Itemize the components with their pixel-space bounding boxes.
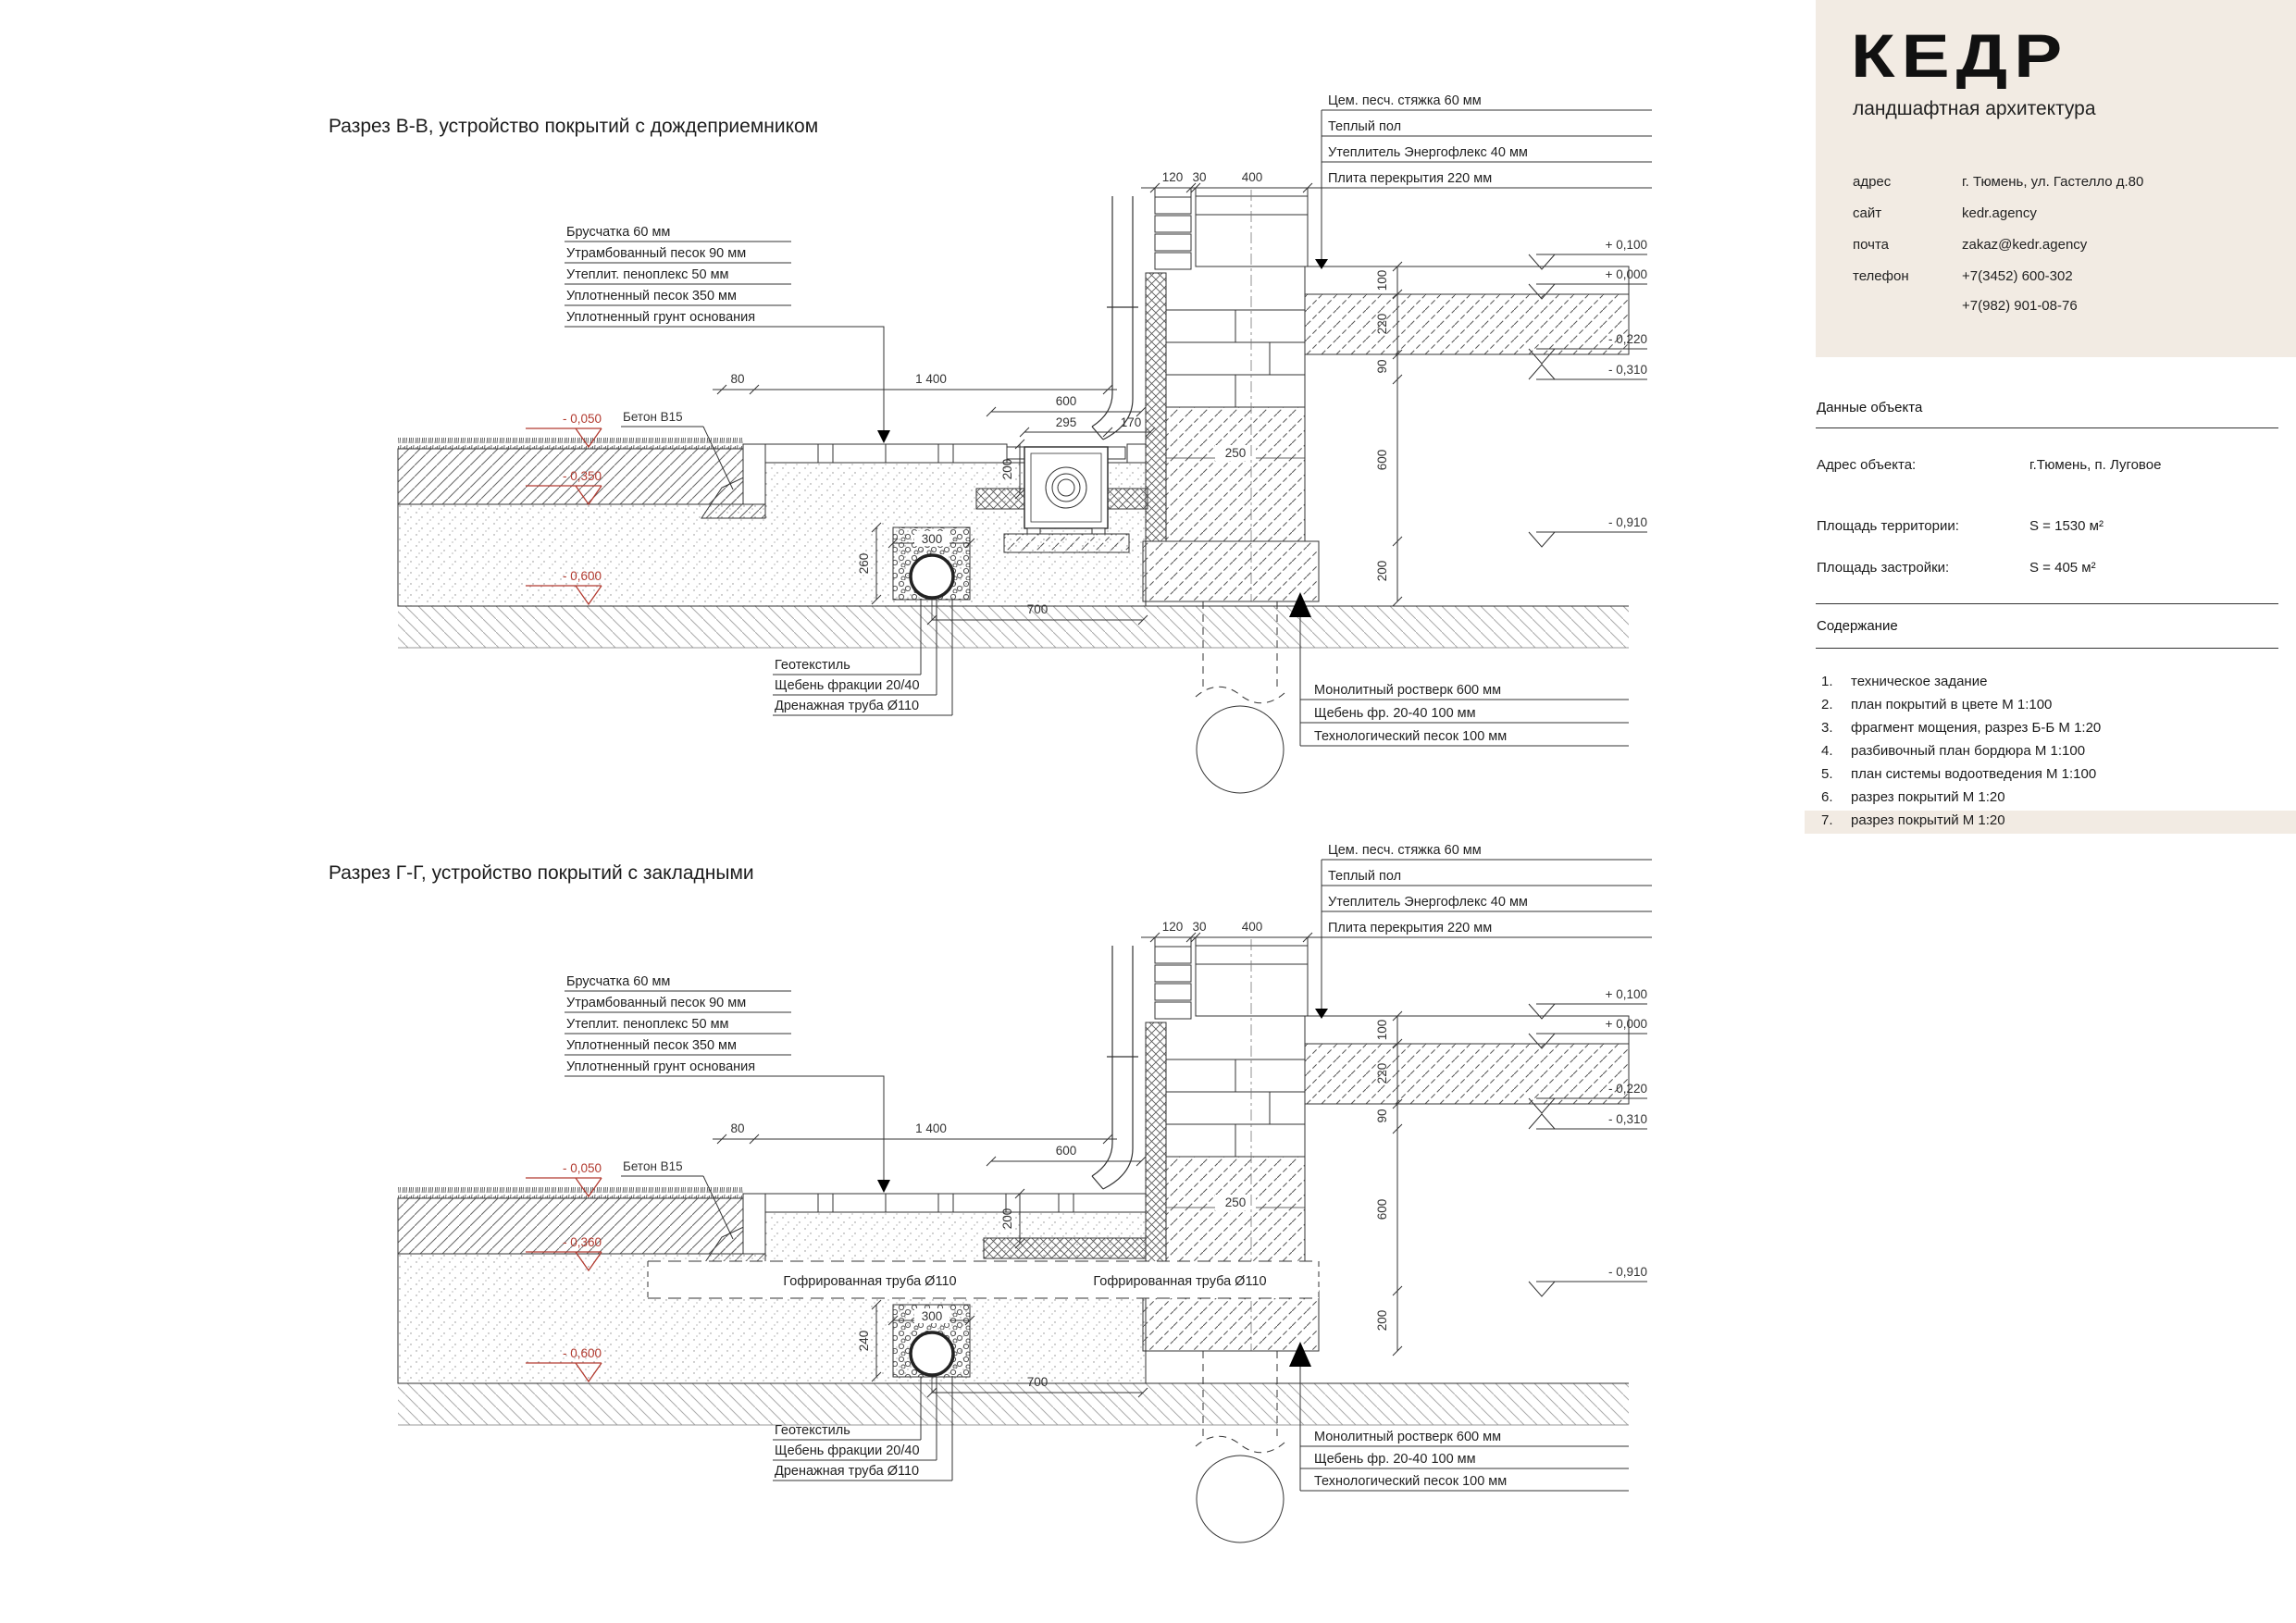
svg-text:250: 250 [1224, 1196, 1247, 1209]
svg-text:Цем. песч. стяжка 60 мм: Цем. песч. стяжка 60 мм [1328, 843, 1482, 858]
svg-text:300: 300 [921, 1309, 943, 1323]
svg-text:Геотекстиль: Геотекстиль [775, 658, 850, 673]
svg-text:Брусчатка 60 мм: Брусчатка 60 мм [566, 225, 671, 240]
territory-area-label: Площадь территории: [1817, 518, 1959, 534]
logo: КЕДР [1851, 21, 2069, 90]
svg-text:Брусчатка 60 мм: Брусчатка 60 мм [566, 974, 671, 989]
svg-text:Бетон В15: Бетон В15 [623, 410, 683, 424]
svg-text:- 0,350: - 0,350 [562, 469, 602, 483]
contact-phone1-value: +7(3452) 600-302 [1962, 268, 2073, 284]
svg-text:Утеплитель Энергофлекс 40 мм: Утеплитель Энергофлекс 40 мм [1328, 895, 1528, 910]
toc-item-1: техническое задание [1851, 674, 1988, 689]
basin-concrete-pad [1004, 534, 1129, 552]
object-address-label: Адрес объекта: [1817, 457, 1917, 473]
svg-text:- 0,910: - 0,910 [1607, 1265, 1647, 1279]
elevation-marks-right [1529, 987, 1647, 1296]
corrugated-pipe-label: Гофрированная труба Ø110 [1093, 1274, 1267, 1289]
svg-text:- 0,050: - 0,050 [562, 412, 602, 426]
insulation-strip [1146, 1022, 1166, 1291]
contact-mail-label: почта [1853, 237, 1889, 253]
contact-mail-value: zakaz@kedr.agency [1962, 237, 2088, 253]
svg-text:- 0,360: - 0,360 [562, 1235, 602, 1249]
contact-address-label: адрес [1853, 174, 1892, 190]
logo-subtitle: ландшафтная архитектура [1853, 98, 2096, 119]
bored-pile [1196, 1351, 1285, 1542]
svg-text:200: 200 [1375, 560, 1389, 582]
svg-text:90: 90 [1375, 359, 1389, 374]
footing [1143, 541, 1319, 601]
toc-item-2: план покрытий в цвете М 1:100 [1851, 697, 2053, 712]
insulation-strip [1146, 273, 1166, 541]
svg-text:80: 80 [730, 1121, 745, 1135]
svg-text:240: 240 [857, 1330, 871, 1352]
svg-text:30: 30 [1192, 170, 1207, 184]
svg-text:400: 400 [1241, 920, 1263, 934]
svg-text:Утеплит. пеноплекс 50 мм: Утеплит. пеноплекс 50 мм [566, 1017, 729, 1032]
divider [1816, 427, 2278, 428]
svg-text:Плита перекрытия 220 мм: Плита перекрытия 220 мм [1328, 921, 1493, 935]
svg-text:- 0,910: - 0,910 [1607, 515, 1647, 529]
dim-295-170 [1020, 415, 1155, 437]
svg-text:200: 200 [1375, 1309, 1389, 1332]
svg-text:Технологический песок 100 мм: Технологический песок 100 мм [1314, 729, 1508, 744]
house-wall [1196, 196, 1308, 266]
svg-text:600: 600 [1375, 449, 1389, 471]
contact-address-value: г. Тюмень, ул. Гастелло д.80 [1962, 174, 2144, 190]
toc-num: 7. [1821, 812, 1833, 828]
svg-text:Бетон В15: Бетон В15 [623, 1159, 683, 1173]
svg-text:+ 0,000: + 0,000 [1605, 1017, 1647, 1031]
svg-text:Уплотненный песок 350 мм: Уплотненный песок 350 мм [566, 1038, 737, 1053]
built-area-value: S = 405 м² [2029, 560, 2096, 576]
svg-text:600: 600 [1055, 394, 1077, 408]
right-top-callouts [1315, 843, 1652, 1019]
toc-num: 6. [1821, 789, 1833, 805]
svg-text:90: 90 [1375, 1109, 1389, 1123]
svg-text:+ 0,100: + 0,100 [1605, 238, 1647, 252]
left-layer-callouts [562, 974, 890, 1193]
svg-text:400: 400 [1241, 170, 1263, 184]
toc-item-7-active: разрез покрытий М 1:20 [1851, 812, 2005, 828]
svg-text:80: 80 [730, 372, 745, 386]
embedded-sleeves [984, 1238, 1146, 1258]
svg-text:600: 600 [1055, 1144, 1077, 1158]
house-wall [1196, 946, 1308, 1016]
svg-text:Утрамбованный песок 90 мм: Утрамбованный песок 90 мм [566, 246, 747, 261]
contact-phone-label: телефон [1853, 268, 1909, 284]
grass-line [398, 438, 743, 449]
dim-top [1141, 170, 1322, 197]
corrugated-pipe-band [648, 1261, 1319, 1298]
drainage-pipe [911, 555, 953, 598]
svg-text:Дренажная труба Ø110: Дренажная труба Ø110 [775, 699, 920, 713]
right-top-callouts [1315, 93, 1652, 269]
svg-text:1 400: 1 400 [915, 372, 947, 386]
section-drawing-vv [315, 88, 1684, 837]
toc-num: 2. [1821, 697, 1833, 712]
svg-text:700: 700 [1026, 602, 1049, 616]
svg-text:Цем. песч. стяжка 60 мм: Цем. песч. стяжка 60 мм [1328, 93, 1482, 108]
svg-text:Уплотненный грунт основания: Уплотненный грунт основания [566, 1059, 756, 1074]
pavers [765, 1194, 1146, 1212]
svg-text:Уплотненный песок 350 мм: Уплотненный песок 350 мм [566, 289, 737, 304]
svg-text:Утрамбованный песок 90 мм: Утрамбованный песок 90 мм [566, 996, 747, 1010]
svg-text:Дренажная труба Ø110: Дренажная труба Ø110 [775, 1464, 920, 1479]
dim-600 [987, 394, 1146, 416]
svg-text:+ 0,000: + 0,000 [1605, 267, 1647, 281]
svg-text:295: 295 [1055, 415, 1077, 429]
brick-wall [1166, 1059, 1305, 1157]
svg-text:- 0,220: - 0,220 [1607, 1082, 1647, 1096]
contact-phone2-value: +7(982) 901-08-76 [1962, 298, 2078, 314]
svg-text:Теплый пол: Теплый пол [1328, 869, 1402, 884]
territory-area-value: S = 1530 м² [2029, 518, 2104, 534]
toc-item-5: план системы водоотведения М 1:100 [1851, 766, 2097, 782]
downpipe [1092, 196, 1138, 440]
svg-text:- 0,310: - 0,310 [1607, 363, 1647, 377]
svg-text:Плита перекрытия 220 мм: Плита перекрытия 220 мм [1328, 171, 1493, 186]
svg-text:Щебень фракции 20/40: Щебень фракции 20/40 [775, 1443, 920, 1458]
divider [1816, 603, 2278, 604]
toc-item-3: фрагмент мощения, разрез Б-Б М 1:20 [1851, 720, 2102, 736]
svg-text:Щебень фр. 20-40 100 мм: Щебень фр. 20-40 100 мм [1314, 706, 1476, 721]
svg-text:Щебень фр. 20-40 100 мм: Щебень фр. 20-40 100 мм [1314, 1452, 1476, 1467]
toc-item-4: разбивочный план бордюра М 1:100 [1851, 743, 2086, 759]
divider [1816, 648, 2278, 649]
svg-text:1 400: 1 400 [915, 1121, 947, 1135]
svg-text:Утеплитель Энергофлекс 40 мм: Утеплитель Энергофлекс 40 мм [1328, 145, 1528, 160]
bottom-right-callouts [1300, 683, 1629, 746]
svg-text:- 0,600: - 0,600 [562, 1346, 602, 1360]
svg-text:Геотекстиль: Геотекстиль [775, 1423, 850, 1438]
object-data-title: Данные объекта [1817, 400, 1923, 415]
svg-text:Уплотненный грунт основания: Уплотненный грунт основания [566, 310, 756, 325]
corrugated-pipe-label: Гофрированная труба Ø110 [783, 1274, 957, 1289]
floor-slab [1305, 266, 1629, 354]
svg-text:+ 0,100: + 0,100 [1605, 987, 1647, 1001]
curb-stone [743, 444, 765, 504]
dim-top [1141, 920, 1322, 947]
footing [1143, 1291, 1319, 1351]
subgrade-hatch [398, 1383, 1629, 1425]
svg-text:120: 120 [1161, 170, 1184, 184]
svg-text:170: 170 [1120, 415, 1142, 429]
section-title: Разрез Г-Г, устройство покрытий с закладными [329, 862, 754, 884]
toc-num: 1. [1821, 674, 1833, 689]
svg-text:220: 220 [1375, 1062, 1389, 1084]
svg-text:100: 100 [1375, 269, 1389, 291]
toc-item-6: разрез покрытий М 1:20 [1851, 789, 2005, 805]
drainage-pipe [911, 1332, 953, 1375]
svg-text:Щебень фракции 20/40: Щебень фракции 20/40 [775, 678, 920, 693]
floor-slab [1305, 1016, 1629, 1104]
brick-wall [1166, 310, 1305, 407]
grass-line [398, 1187, 743, 1198]
svg-text:220: 220 [1375, 313, 1389, 335]
svg-text:Теплый пол: Теплый пол [1328, 119, 1402, 134]
contents-title: Содержание [1817, 618, 1898, 634]
svg-text:- 0,050: - 0,050 [562, 1161, 602, 1175]
contact-site-value: kedr.agency [1962, 205, 2037, 221]
svg-text:700: 700 [1026, 1375, 1049, 1389]
brick-pier [1155, 947, 1191, 1019]
elevation-marks-right [1529, 238, 1647, 547]
toc-num: 5. [1821, 766, 1833, 782]
svg-text:250: 250 [1224, 446, 1247, 460]
downpipe [1092, 946, 1138, 1189]
svg-text:100: 100 [1375, 1019, 1389, 1041]
pavement-leader-arrow [877, 1180, 890, 1193]
pavement-leader-arrow [877, 430, 890, 443]
curb-stone [743, 1194, 765, 1254]
brick-pier [1155, 197, 1191, 269]
grillage-monolith [1166, 407, 1305, 541]
svg-text:200: 200 [1000, 458, 1014, 480]
svg-text:- 0,600: - 0,600 [562, 569, 602, 583]
contact-site-label: сайт [1853, 205, 1882, 221]
left-layer-callouts [562, 225, 890, 443]
toc-num: 3. [1821, 720, 1833, 736]
svg-text:Технологический песок 100 мм: Технологический песок 100 мм [1314, 1474, 1508, 1489]
dim-80-1400 [713, 1121, 1117, 1144]
object-address-value: г.Тюмень, п. Луговое [2029, 457, 2162, 473]
svg-text:200: 200 [1000, 1208, 1014, 1230]
svg-text:260: 260 [857, 552, 871, 575]
section-drawing-gg [315, 837, 1684, 1623]
dim-600 [987, 1144, 1146, 1166]
built-area-label: Площадь застройки: [1817, 560, 1950, 576]
svg-text:30: 30 [1192, 920, 1207, 934]
subgrade-hatch [398, 606, 1629, 648]
svg-text:300: 300 [921, 532, 943, 546]
svg-text:Монолитный ростверк 600 мм: Монолитный ростверк 600 мм [1314, 1430, 1502, 1444]
svg-text:Монолитный ростверк 600 мм: Монолитный ростверк 600 мм [1314, 683, 1502, 698]
section-title: Разрез В-В, устройство покрытий с дождеприемником [329, 116, 819, 137]
svg-text:120: 120 [1161, 920, 1184, 934]
svg-text:Утеплит. пеноплекс 50 мм: Утеплит. пеноплекс 50 мм [566, 267, 729, 282]
svg-text:- 0,220: - 0,220 [1607, 332, 1647, 346]
toc-num: 4. [1821, 743, 1833, 759]
bottom-right-callouts [1300, 1430, 1629, 1491]
dim-80-1400 [713, 372, 1117, 394]
svg-text:600: 600 [1375, 1198, 1389, 1220]
svg-text:- 0,310: - 0,310 [1607, 1112, 1647, 1126]
